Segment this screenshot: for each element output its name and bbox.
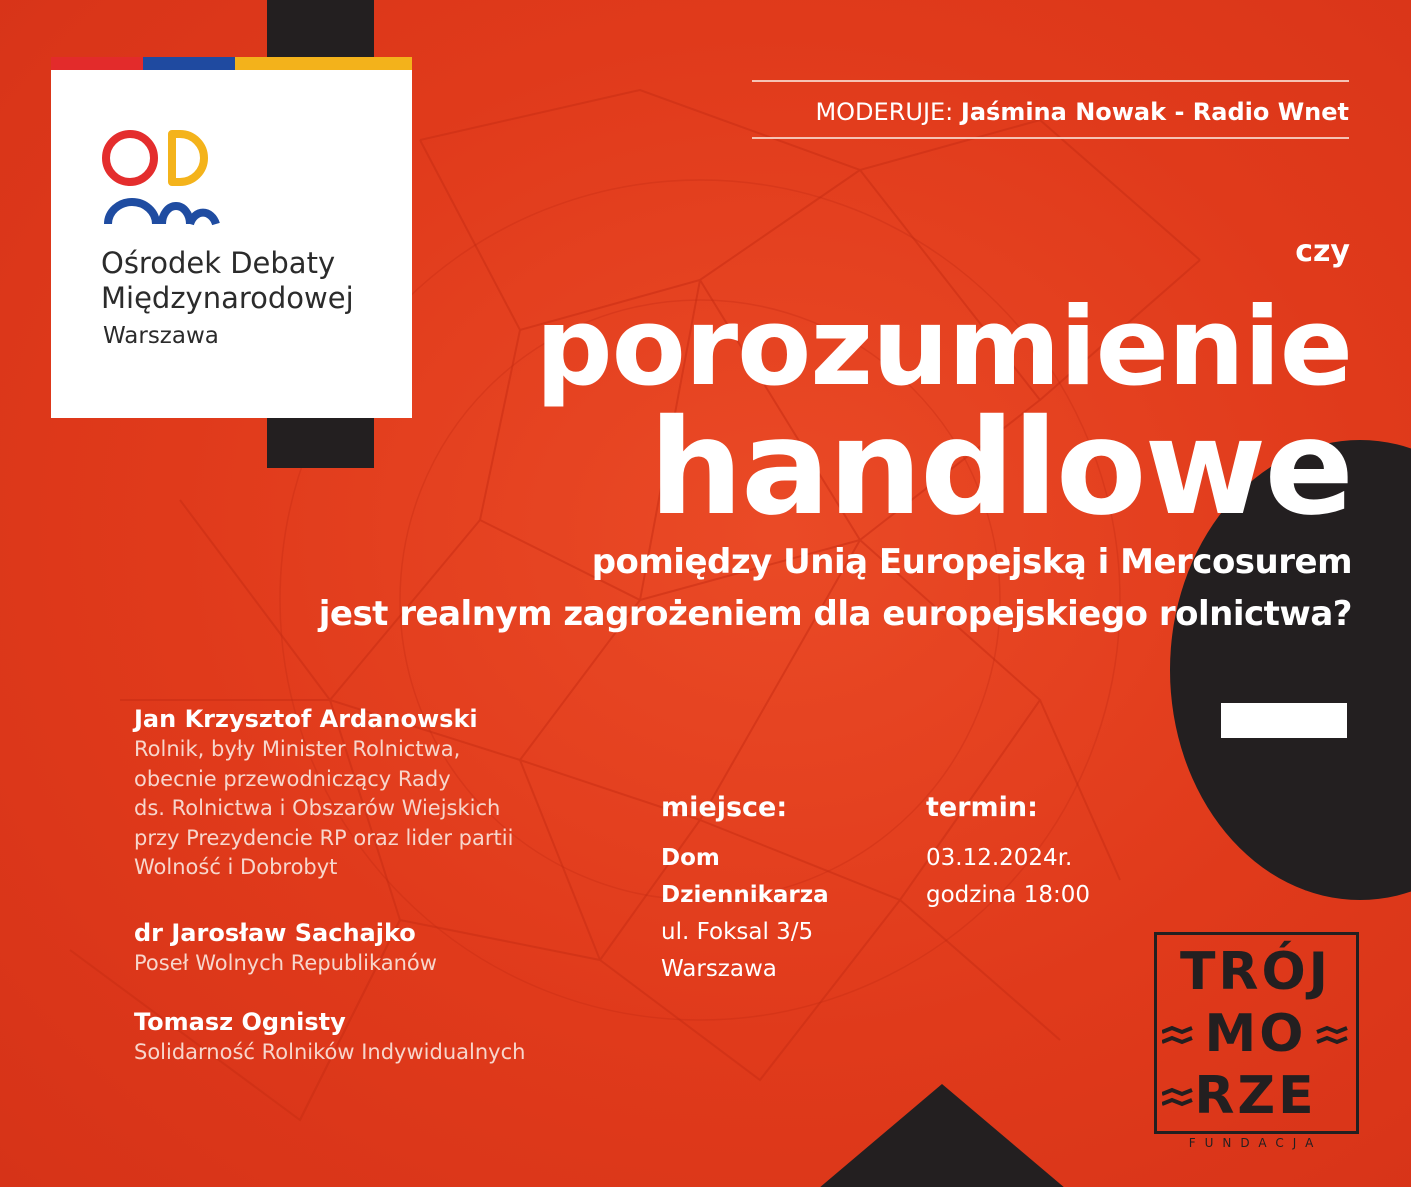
- white-minus-bar: [1221, 703, 1347, 738]
- headline-intro: czy: [1295, 234, 1350, 269]
- speaker-item: [134, 917, 604, 979]
- stripe-blue: [143, 57, 235, 70]
- place-venue-line-2: Dziennikarza: [661, 882, 829, 908]
- speakers-list: [134, 703, 604, 1094]
- speaker-desc-line: Solidarność Rolników Indywidualnych: [134, 1040, 526, 1064]
- foundation-wave-marks: [1162, 1024, 1349, 1134]
- stripe-red: [51, 57, 143, 70]
- logo-text: [101, 246, 354, 356]
- logo-line-1: Ośrodek Debaty: [101, 246, 336, 280]
- logo-line-3: Warszawa: [103, 323, 219, 349]
- place-label: miejsce:: [661, 792, 788, 823]
- date-block: [926, 790, 1186, 914]
- trojmorze-foundation-logo: [1154, 932, 1357, 1162]
- foundation-subtitle: FUNDACJA: [1188, 1136, 1323, 1150]
- date-day: 03.12.2024r.: [926, 845, 1073, 871]
- black-triangle: [812, 1084, 1072, 1187]
- speaker-desc-line: obecnie przewodniczący Rady: [134, 766, 451, 791]
- speaker-item: [134, 703, 604, 883]
- headline-line-3: pomiędzy Unią Europejską i Mercosurem: [591, 542, 1352, 582]
- top-rule: [752, 80, 1349, 82]
- stripe-yellow: [235, 57, 412, 70]
- foundation-row-2: MO: [1204, 1004, 1307, 1064]
- speaker-name: Jan Krzysztof Ardanowski: [134, 705, 478, 733]
- headline-word-2: handlowe: [649, 391, 1352, 545]
- place-block: [661, 790, 901, 988]
- logo-color-stripes: [51, 57, 412, 70]
- odm-logo-mark: [100, 128, 220, 238]
- speaker-desc-line: Poseł Wolnych Republikanów: [134, 950, 437, 975]
- place-venue-line-1: Dom: [661, 845, 720, 871]
- speaker-item: [134, 1006, 604, 1068]
- speaker-desc-line: Wolność i Dobrobyt: [134, 855, 338, 879]
- headline-line-4: jest realnym zagrożeniem dla europejskiego rolnictwa?: [318, 594, 1352, 634]
- place-street: ul. Foksal 3/5: [661, 919, 814, 945]
- speaker-desc-line: Rolnik, były Minister Rolnictwa,: [134, 737, 461, 761]
- foundation-row-3: RZE: [1194, 1066, 1317, 1126]
- bottom-rule: [752, 137, 1349, 139]
- date-label: termin:: [926, 792, 1038, 823]
- speaker-name: Tomasz Ognisty: [134, 1008, 346, 1036]
- moderator-line: [752, 94, 1349, 130]
- place-city: Warszawa: [661, 956, 777, 982]
- moderator-label: MODERUJE:: [815, 98, 954, 126]
- moderator-name: Jaśmina Nowak - Radio Wnet: [960, 98, 1349, 126]
- date-time: godzina 18:00: [926, 882, 1090, 908]
- speaker-desc-line: ds. Rolnictwa i Obszarów Wiejskich: [134, 796, 501, 820]
- logo-line-2: Międzynarodowej: [101, 281, 354, 315]
- foundation-row-1: TRÓJ: [1179, 942, 1332, 1002]
- speaker-name: dr Jarosław Sachajko: [134, 918, 416, 947]
- headline-word-1: porozumienie: [535, 285, 1352, 410]
- speaker-desc-line: przy Prezydencie RP oraz lider partii: [134, 825, 514, 850]
